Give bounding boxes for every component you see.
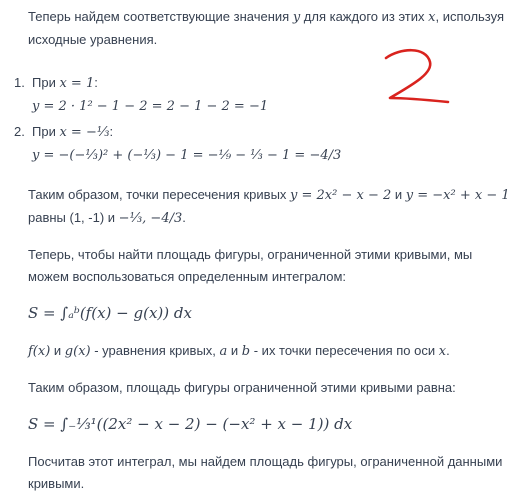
intro-paragraph bbox=[28, 6, 516, 51]
math-x: x bbox=[428, 10, 436, 25]
step-equation: y = 2 · 1² − 1 − 2 = 2 − 1 − 2 = −1 bbox=[32, 99, 269, 114]
point2-formula: −⅓, −4/3 bbox=[118, 211, 183, 226]
list-item bbox=[14, 121, 516, 168]
step-colon: : bbox=[109, 124, 114, 139]
handwritten-stroke bbox=[386, 50, 448, 102]
curve2-formula: y = −x² + x − 1 bbox=[405, 188, 510, 203]
paragraph-text: Таким образом, точки пересечения кривых bbox=[28, 187, 291, 202]
definitions-paragraph bbox=[28, 340, 516, 363]
step-colon: : bbox=[94, 75, 98, 90]
integral-intro-paragraph: Теперь, чтобы найти площадь фигуры, ограниченной этими кривыми, мы можем воспользоваться определенным интегралом: bbox=[28, 247, 473, 284]
general-integral-formula: S = ∫ₐᵇ(f(x) − g(x)) dx bbox=[28, 304, 192, 322]
paragraph-text: - их точки пересечения по оси bbox=[250, 343, 439, 358]
list-number: 2. bbox=[14, 124, 25, 139]
math-fx: f(x) bbox=[28, 344, 51, 359]
step-equation: y = −(−⅓)² + (−⅓) − 1 = −⅑ − ⅓ − 1 = −4/3 bbox=[32, 148, 342, 163]
math-x: x bbox=[438, 344, 447, 359]
curve1-formula: y = 2x² − x − 2 bbox=[290, 188, 392, 203]
math-a: a bbox=[219, 344, 228, 359]
step-condition: x = 1 bbox=[59, 76, 95, 91]
paragraph-text: равны (1, -1) и bbox=[28, 210, 119, 225]
math-b: b bbox=[241, 344, 251, 359]
step-label: При bbox=[32, 75, 60, 90]
step-label: При bbox=[32, 124, 60, 139]
intro-text: , используя исходные уравнения. bbox=[28, 9, 505, 47]
paragraph-text: и bbox=[227, 343, 242, 358]
conclusion-paragraph: Посчитав этот интеграл, мы найдем площадь фигуры, ограниченной данными кривыми. bbox=[28, 454, 503, 491]
paragraph-text: и bbox=[391, 187, 406, 202]
step-condition: x = −⅓ bbox=[59, 125, 110, 140]
math-y: y bbox=[292, 10, 301, 25]
paragraph-text: . bbox=[446, 343, 450, 358]
paragraph-text: . bbox=[182, 210, 186, 225]
math-gx: g(x) bbox=[64, 344, 91, 359]
intro-text: для каждого из этих bbox=[300, 9, 429, 24]
area-intro-paragraph: Таким образом, площадь фигуры ограниченной этими кривыми равна: bbox=[28, 380, 456, 395]
paragraph-text: и bbox=[50, 343, 65, 358]
intro-text: Теперь найдем соответствующие значения bbox=[28, 9, 293, 24]
intersections-paragraph bbox=[28, 184, 516, 230]
list-number: 1. bbox=[14, 75, 25, 90]
paragraph-text: - уравнения кривых, bbox=[90, 343, 220, 358]
handwritten-annotation bbox=[382, 46, 452, 106]
specific-integral-formula: S = ∫₋⅓¹((2x² − x − 2) − (−x² + x − 1)) dx bbox=[28, 415, 353, 433]
